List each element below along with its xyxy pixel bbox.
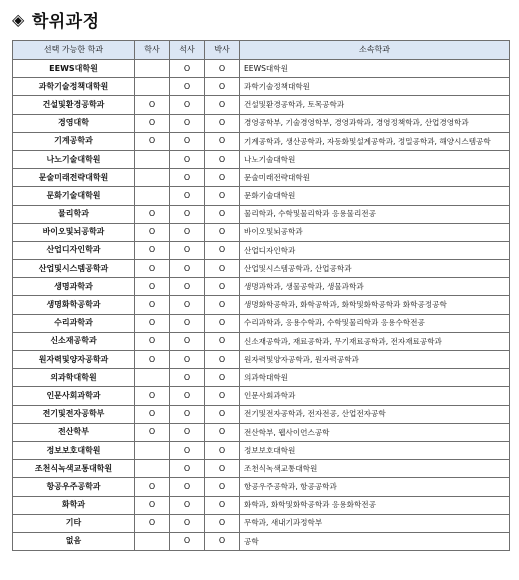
- bachelor-cell: O: [135, 496, 170, 514]
- affiliated-dept-cell: 산업디자인학과: [240, 241, 510, 259]
- department-cell: 수리과학과: [13, 314, 135, 332]
- department-cell: 산업디자인학과: [13, 241, 135, 259]
- bachelor-cell: O: [135, 478, 170, 496]
- department-cell: 전기및전자공학부: [13, 405, 135, 423]
- affiliated-dept-cell: 전산학부, 웹사이언스공학: [240, 423, 510, 441]
- bachelor-cell: [135, 460, 170, 478]
- department-cell: 조천식녹색교통대학원: [13, 460, 135, 478]
- affiliated-dept-cell: 신소재공학과, 재료공학과, 무기재료공학과, 전자재료공학과: [240, 332, 510, 350]
- bachelor-cell: O: [135, 223, 170, 241]
- doctor-cell: O: [205, 223, 240, 241]
- master-cell: O: [170, 241, 205, 259]
- table-row: [13, 514, 510, 532]
- table-row: [13, 496, 510, 514]
- master-cell: O: [170, 460, 205, 478]
- bachelor-cell: [135, 169, 170, 187]
- affiliated-dept-cell: 기계공학과, 생산공학과, 자동화및설계공학과, 정밀공학과, 해양시스템공학: [240, 132, 510, 150]
- bachelor-cell: O: [135, 514, 170, 532]
- page-title-text: 학위과정: [31, 11, 100, 32]
- table-row: [13, 187, 510, 205]
- table-row: [13, 478, 510, 496]
- master-cell: O: [170, 496, 205, 514]
- department-cell: 신소재공학과: [13, 332, 135, 350]
- table-row: [13, 96, 510, 114]
- affiliated-dept-cell: 인문사회과학과: [240, 387, 510, 405]
- header-affiliated-dept: 소속학과: [240, 41, 510, 60]
- table-row: [13, 150, 510, 168]
- bachelor-cell: [135, 369, 170, 387]
- department-cell: 기계공학과: [13, 132, 135, 150]
- department-cell: 인문사회과학과: [13, 387, 135, 405]
- bachelor-cell: [135, 78, 170, 96]
- affiliated-dept-cell: 전기및전자공학과, 전자전공, 산업전자공학: [240, 405, 510, 423]
- bachelor-cell: O: [135, 296, 170, 314]
- table-row: [13, 132, 510, 150]
- department-cell: 건설및환경공학과: [13, 96, 135, 114]
- table-row: [13, 460, 510, 478]
- department-cell: 물리학과: [13, 205, 135, 223]
- bachelor-cell: O: [135, 132, 170, 150]
- affiliated-dept-cell: 생명과학과, 생물공학과, 생물과학과: [240, 278, 510, 296]
- master-cell: O: [170, 296, 205, 314]
- doctor-cell: O: [205, 332, 240, 350]
- master-cell: O: [170, 314, 205, 332]
- table-row: [13, 60, 510, 78]
- affiliated-dept-cell: 산업및시스템공학과, 산업공학과: [240, 260, 510, 278]
- table-row: [13, 332, 510, 350]
- department-cell: 문술미래전략대학원: [13, 169, 135, 187]
- doctor-cell: O: [205, 205, 240, 223]
- department-cell: 기타: [13, 514, 135, 532]
- affiliated-dept-cell: 경영공학부, 기술경영학부, 경영과학과, 경영정책학과, 산업경영학과: [240, 114, 510, 132]
- table-row: [13, 441, 510, 459]
- bachelor-cell: O: [135, 387, 170, 405]
- bachelor-cell: O: [135, 278, 170, 296]
- doctor-cell: O: [205, 532, 240, 550]
- bachelor-cell: [135, 441, 170, 459]
- department-cell: 원자력및양자공학과: [13, 351, 135, 369]
- department-cell: 산업및시스템공학과: [13, 260, 135, 278]
- bachelor-cell: O: [135, 205, 170, 223]
- affiliated-dept-cell: 과학기술정책대학원: [240, 78, 510, 96]
- master-cell: O: [170, 96, 205, 114]
- page-title: [12, 6, 100, 32]
- doctor-cell: O: [205, 514, 240, 532]
- diamond-bullet-icon: ◈: [12, 9, 25, 29]
- doctor-cell: O: [205, 314, 240, 332]
- table-row: [13, 278, 510, 296]
- table-row: [13, 296, 510, 314]
- header-master: 석사: [170, 41, 205, 60]
- doctor-cell: O: [205, 132, 240, 150]
- affiliated-dept-cell: 문화기술대학원: [240, 187, 510, 205]
- master-cell: O: [170, 114, 205, 132]
- doctor-cell: O: [205, 96, 240, 114]
- affiliated-dept-cell: EEWS대학원: [240, 60, 510, 78]
- affiliated-dept-cell: 공학: [240, 532, 510, 550]
- department-cell: 바이오및뇌공학과: [13, 223, 135, 241]
- affiliated-dept-cell: 바이오및뇌공학과: [240, 223, 510, 241]
- affiliated-dept-cell: 정보보호대학원: [240, 441, 510, 459]
- department-cell: 정보보호대학원: [13, 441, 135, 459]
- affiliated-dept-cell: 수리과학과, 응용수학과, 수학및물리학과 응용수학전공: [240, 314, 510, 332]
- master-cell: O: [170, 187, 205, 205]
- doctor-cell: O: [205, 478, 240, 496]
- department-cell: 문화기술대학원: [13, 187, 135, 205]
- master-cell: O: [170, 405, 205, 423]
- bachelor-cell: [135, 150, 170, 168]
- master-cell: O: [170, 78, 205, 96]
- doctor-cell: O: [205, 114, 240, 132]
- table-header-row: [13, 41, 510, 60]
- department-cell: 생명과학과: [13, 278, 135, 296]
- header-doctor: 박사: [205, 41, 240, 60]
- doctor-cell: O: [205, 60, 240, 78]
- doctor-cell: O: [205, 351, 240, 369]
- doctor-cell: O: [205, 78, 240, 96]
- affiliated-dept-cell: 무학과, 새내기과정학부: [240, 514, 510, 532]
- bachelor-cell: O: [135, 314, 170, 332]
- doctor-cell: O: [205, 296, 240, 314]
- master-cell: O: [170, 514, 205, 532]
- header-department: 선택 가능한 학과: [13, 41, 135, 60]
- department-cell: 생명화학공학과: [13, 296, 135, 314]
- doctor-cell: O: [205, 369, 240, 387]
- doctor-cell: O: [205, 423, 240, 441]
- master-cell: O: [170, 441, 205, 459]
- master-cell: O: [170, 150, 205, 168]
- bachelor-cell: [135, 532, 170, 550]
- master-cell: O: [170, 423, 205, 441]
- doctor-cell: O: [205, 405, 240, 423]
- table-row: [13, 241, 510, 259]
- master-cell: O: [170, 387, 205, 405]
- table-row: [13, 387, 510, 405]
- doctor-cell: O: [205, 169, 240, 187]
- doctor-cell: O: [205, 187, 240, 205]
- affiliated-dept-cell: 생명화학공학과, 화학공학과, 화학및화학공학과 화학공정공학: [240, 296, 510, 314]
- bachelor-cell: O: [135, 332, 170, 350]
- table-row: [13, 423, 510, 441]
- master-cell: O: [170, 532, 205, 550]
- table-row: [13, 405, 510, 423]
- header-bachelor: 학사: [135, 41, 170, 60]
- department-cell: 나노기술대학원: [13, 150, 135, 168]
- table-row: [13, 351, 510, 369]
- bachelor-cell: [135, 60, 170, 78]
- master-cell: O: [170, 369, 205, 387]
- department-cell: 항공우주공학과: [13, 478, 135, 496]
- affiliated-dept-cell: 조천식녹색교통대학원: [240, 460, 510, 478]
- master-cell: O: [170, 260, 205, 278]
- bachelor-cell: O: [135, 405, 170, 423]
- doctor-cell: O: [205, 387, 240, 405]
- affiliated-dept-cell: 화학과, 화학및화학공학과 응용화학전공: [240, 496, 510, 514]
- table-body: [13, 60, 510, 551]
- degree-program-table: [12, 40, 510, 551]
- doctor-cell: O: [205, 150, 240, 168]
- table-row: [13, 205, 510, 223]
- affiliated-dept-cell: 의과학대학원: [240, 369, 510, 387]
- bachelor-cell: O: [135, 423, 170, 441]
- master-cell: O: [170, 478, 205, 496]
- table-row: [13, 223, 510, 241]
- doctor-cell: O: [205, 260, 240, 278]
- bachelor-cell: O: [135, 241, 170, 259]
- table-row: [13, 314, 510, 332]
- table-row: [13, 78, 510, 96]
- department-cell: 경영대학: [13, 114, 135, 132]
- department-cell: 과학기술정책대학원: [13, 78, 135, 96]
- bachelor-cell: O: [135, 260, 170, 278]
- doctor-cell: O: [205, 496, 240, 514]
- table-row: [13, 114, 510, 132]
- bachelor-cell: O: [135, 351, 170, 369]
- doctor-cell: O: [205, 441, 240, 459]
- master-cell: O: [170, 60, 205, 78]
- doctor-cell: O: [205, 241, 240, 259]
- master-cell: O: [170, 278, 205, 296]
- department-cell: EEWS대학원: [13, 60, 135, 78]
- master-cell: O: [170, 205, 205, 223]
- table-row: [13, 169, 510, 187]
- bachelor-cell: [135, 187, 170, 205]
- bachelor-cell: O: [135, 96, 170, 114]
- master-cell: O: [170, 132, 205, 150]
- department-cell: 없음: [13, 532, 135, 550]
- master-cell: O: [170, 351, 205, 369]
- department-cell: 전산학부: [13, 423, 135, 441]
- doctor-cell: O: [205, 278, 240, 296]
- affiliated-dept-cell: 건설및환경공학과, 토목공학과: [240, 96, 510, 114]
- master-cell: O: [170, 169, 205, 187]
- affiliated-dept-cell: 나노기술대학원: [240, 150, 510, 168]
- affiliated-dept-cell: 문술미래전략대학원: [240, 169, 510, 187]
- affiliated-dept-cell: 원자력및양자공학과, 원자력공학과: [240, 351, 510, 369]
- department-cell: 의과학대학원: [13, 369, 135, 387]
- doctor-cell: O: [205, 460, 240, 478]
- affiliated-dept-cell: 물리학과, 수학및물리학과 응용물리전공: [240, 205, 510, 223]
- master-cell: O: [170, 332, 205, 350]
- department-cell: 화학과: [13, 496, 135, 514]
- bachelor-cell: O: [135, 114, 170, 132]
- affiliated-dept-cell: 항공우주공학과, 항공공학과: [240, 478, 510, 496]
- table-row: [13, 260, 510, 278]
- table-row: [13, 369, 510, 387]
- master-cell: O: [170, 223, 205, 241]
- table-row: [13, 532, 510, 550]
